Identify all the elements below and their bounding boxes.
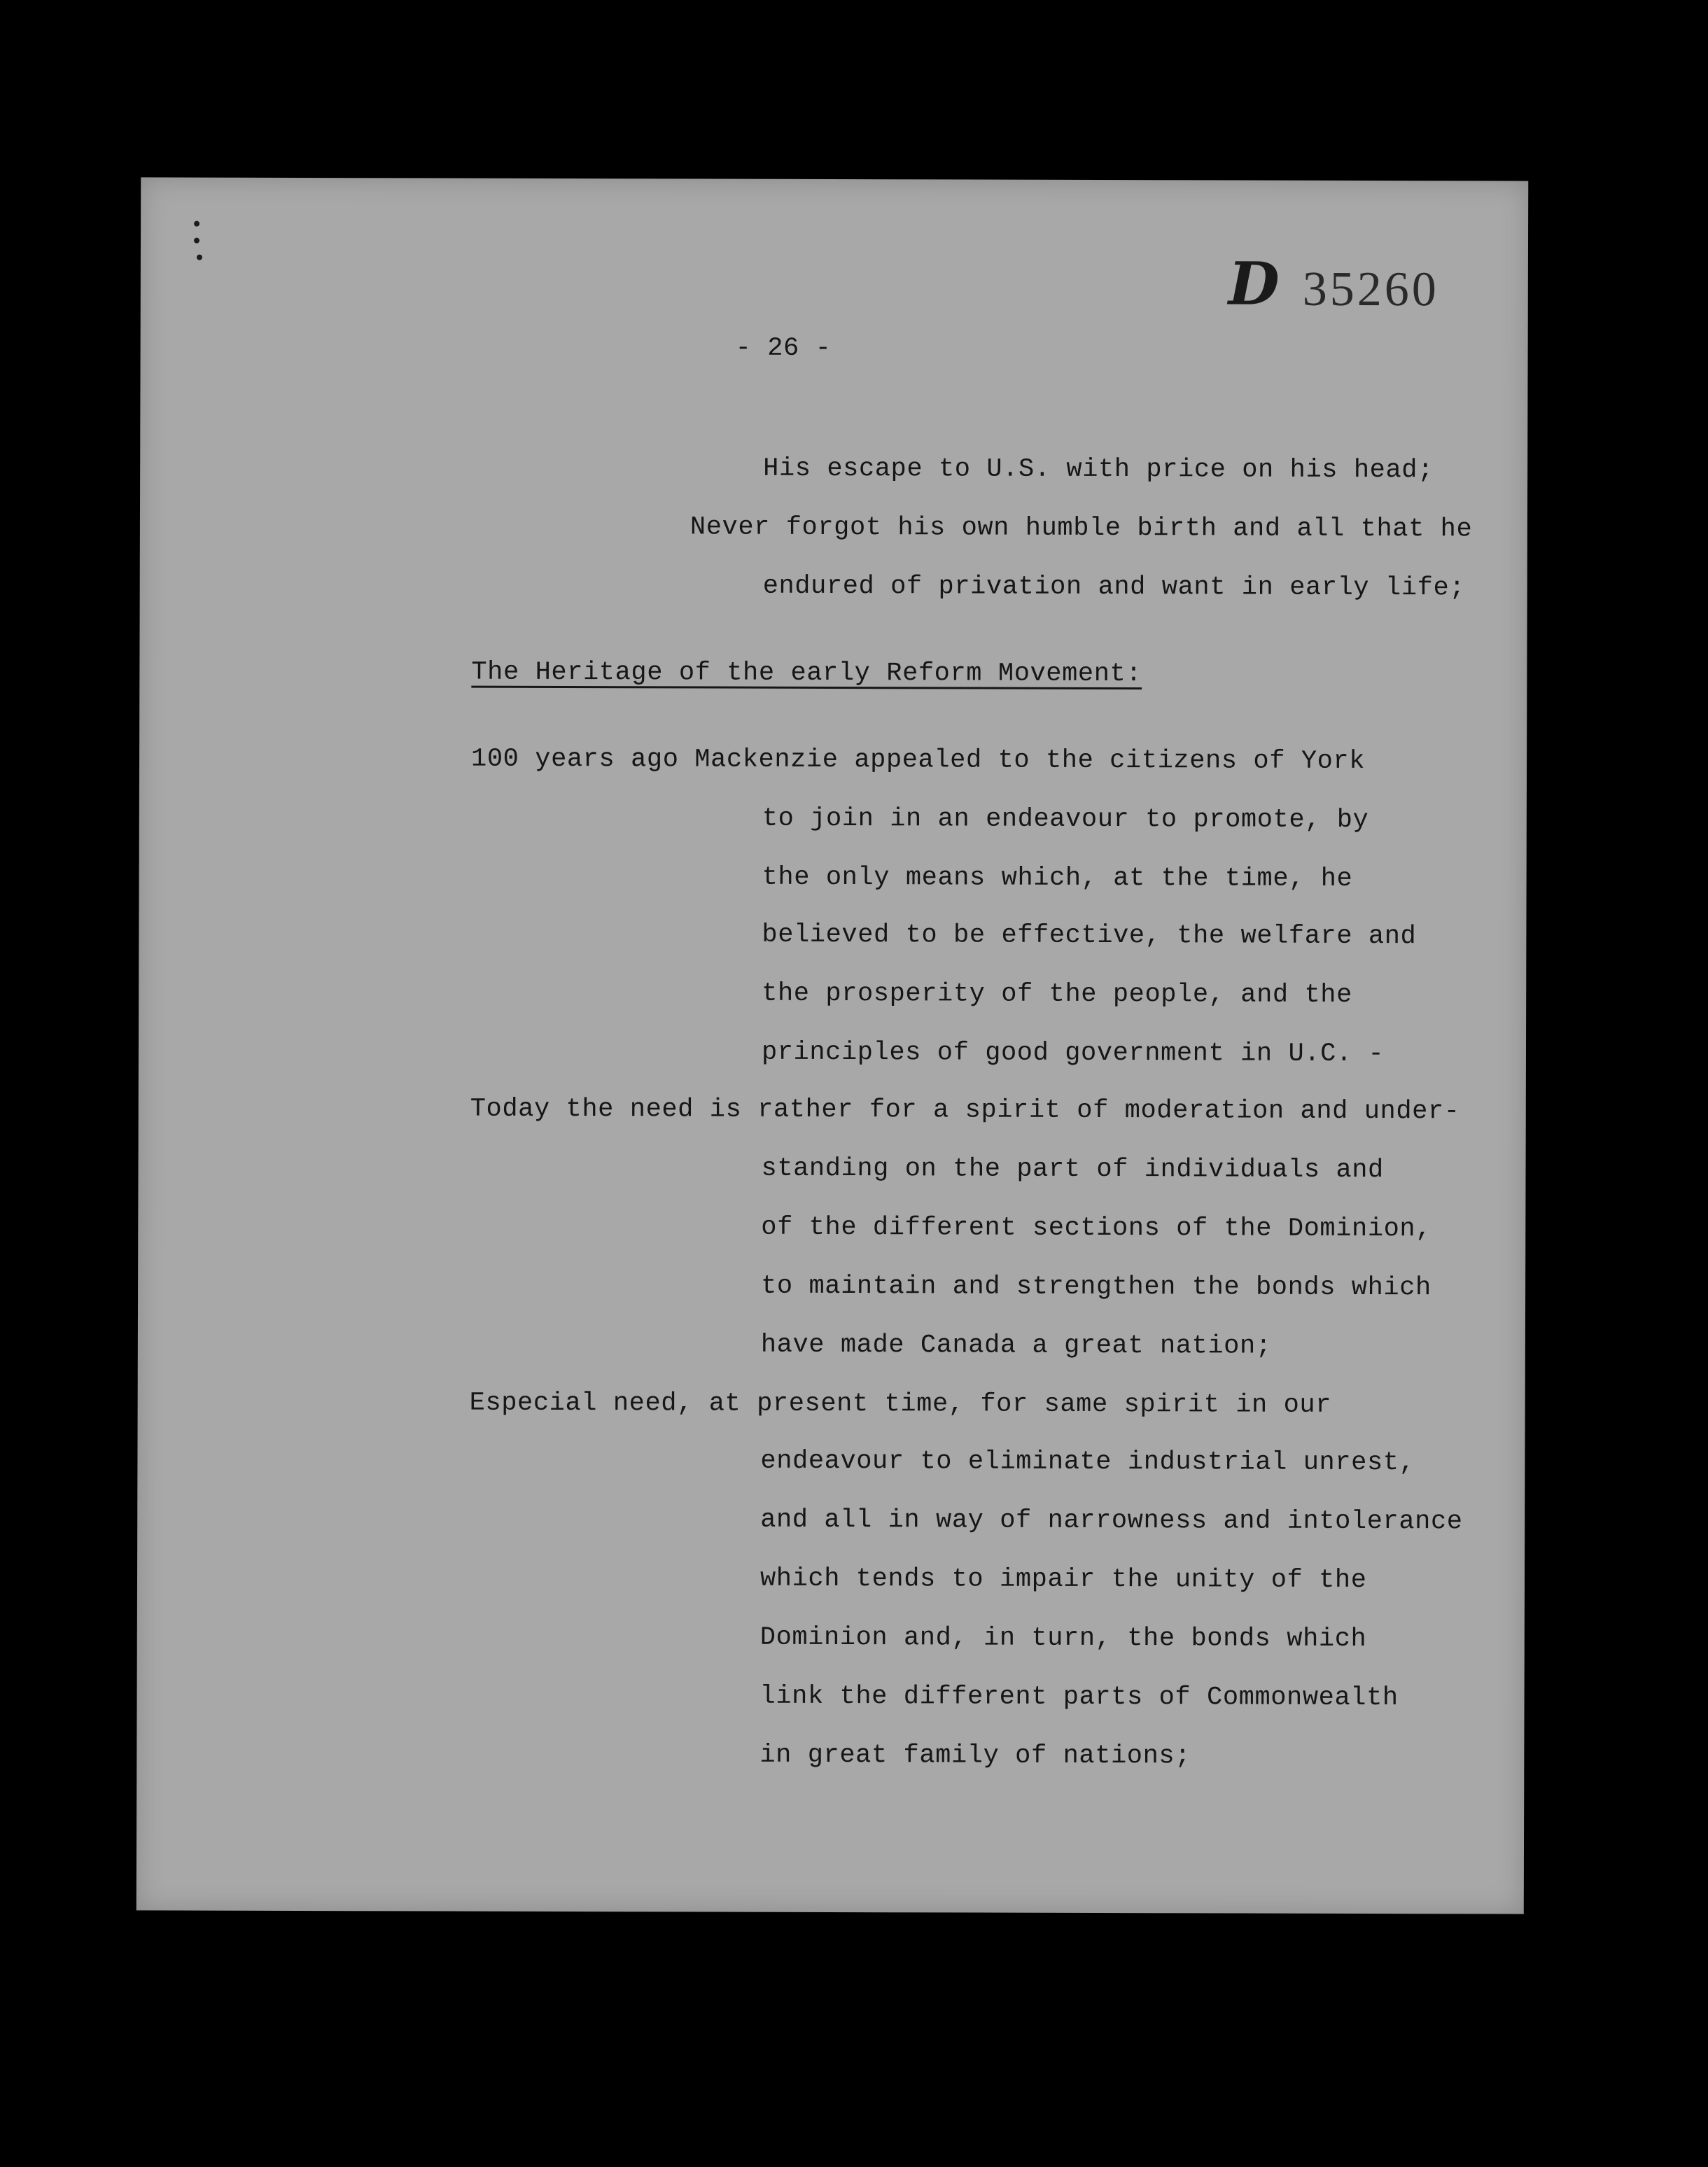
punch-mark	[194, 238, 200, 244]
text-line: believed to be effective, the welfare and	[762, 920, 1417, 952]
punch-mark	[197, 255, 202, 260]
page-number: - 26 -	[735, 333, 832, 363]
text-line: the prosperity of the people, and the	[762, 979, 1352, 1010]
archive-stamp-number: 35260	[1302, 262, 1439, 317]
text-line: to maintain and strengthen the bonds which	[761, 1271, 1432, 1303]
text-line: principles of good government in U.C. -	[761, 1037, 1385, 1070]
text-line: endured of privation and want in early life;	[762, 571, 1466, 603]
punch-mark	[194, 221, 200, 227]
text-line: which tends to impair the unity of the	[760, 1564, 1367, 1596]
section-heading: The Heritage of the early Reform Movement:	[471, 657, 1142, 689]
text-line: have made Canada a great nation;	[760, 1330, 1272, 1361]
text-line: Especial need, at present time, for same spirit in our	[469, 1388, 1332, 1420]
text-line: in great family of nations;	[760, 1740, 1191, 1772]
text-line: Dominion and, in turn, the bonds which	[760, 1622, 1367, 1655]
text-line: and all in way of narrowness and intolerance	[760, 1505, 1463, 1537]
archive-stamp-prefix: D	[1228, 248, 1280, 318]
text-line: the only means which, at the time, he	[762, 862, 1353, 894]
text-line: Never forgot his own humble birth and all that he	[690, 512, 1473, 545]
text-line: Today the need is rather for a spirit of moderation and under-	[470, 1094, 1460, 1127]
text-line: His escape to U.S. with price on his head;	[763, 454, 1434, 486]
text-line: 100 years ago Mackenzie appealed to the citizens of York	[471, 744, 1366, 776]
text-line: link the different parts of Commonwealth	[760, 1681, 1399, 1713]
text-line: of the different sections of the Dominion,	[761, 1212, 1432, 1244]
text-line: standing on the part of individuals and	[761, 1153, 1384, 1186]
typewritten-page	[136, 177, 1528, 1914]
text-line: endeavour to eliminate industrial unrest,	[760, 1446, 1415, 1478]
text-line: to join in an endeavour to promote, by	[762, 804, 1369, 836]
